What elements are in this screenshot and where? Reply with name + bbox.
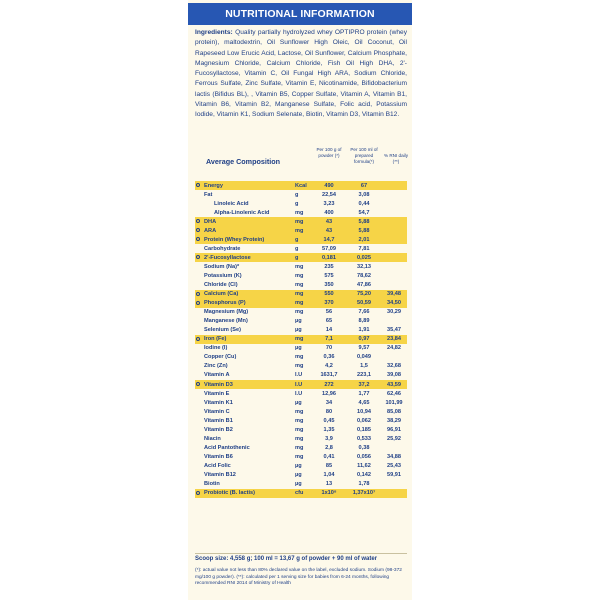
nutrient-unit: mg bbox=[295, 444, 304, 451]
table-row bbox=[195, 271, 407, 280]
nutrient-unit: mg bbox=[295, 426, 304, 433]
bullet-icon bbox=[196, 183, 200, 187]
col-header-rni: % RNI daily (**) bbox=[384, 153, 408, 164]
divider bbox=[195, 553, 407, 554]
nutrient-unit: cfu bbox=[295, 490, 304, 497]
nutrient-name: Copper (Cu) bbox=[204, 354, 237, 361]
value-per-100g: 0,36 bbox=[323, 354, 335, 361]
nutrient-name: Vitamin B12 bbox=[204, 472, 236, 478]
nutrient-unit: mg bbox=[295, 435, 304, 442]
nutrient-unit: g bbox=[295, 200, 299, 207]
value-per-100ml: 37,2 bbox=[358, 381, 370, 388]
table-row bbox=[195, 480, 407, 489]
table-row bbox=[195, 335, 407, 344]
nutrient-unit: µg bbox=[295, 327, 302, 334]
nutrient-unit: µg bbox=[295, 472, 302, 478]
value-per-100ml: 67 bbox=[360, 182, 368, 189]
value-per-100g: 12,96 bbox=[322, 390, 336, 397]
value-per-100ml: 0,533 bbox=[357, 435, 371, 442]
value-per-100g: 550 bbox=[324, 291, 334, 298]
table-row bbox=[195, 199, 407, 208]
table-row bbox=[195, 290, 407, 299]
bullet-icon bbox=[196, 382, 200, 386]
value-rni: 34,88 bbox=[387, 453, 401, 460]
value-per-100g: 3,9 bbox=[325, 435, 333, 442]
nutrient-unit: g bbox=[295, 191, 299, 198]
nutrient-name: Linoleic Acid bbox=[214, 200, 249, 207]
table-row bbox=[195, 344, 407, 353]
nutrient-name: Manganese (Mn) bbox=[204, 318, 248, 325]
value-per-100ml: 78,62 bbox=[357, 272, 371, 279]
bullet-icon bbox=[196, 237, 200, 241]
table-title: Average Composition bbox=[206, 157, 281, 166]
value-per-100ml: 11,62 bbox=[357, 462, 371, 469]
table-row bbox=[195, 281, 407, 290]
value-per-100ml: 0,38 bbox=[358, 444, 370, 451]
value-rni: 62,46 bbox=[387, 390, 401, 397]
bullet-icon bbox=[196, 337, 200, 341]
value-per-100g: 57,09 bbox=[322, 245, 336, 252]
value-per-100g: 3,23 bbox=[323, 200, 335, 207]
value-per-100g: 22,54 bbox=[322, 191, 336, 198]
value-per-100g: 85 bbox=[325, 462, 333, 469]
nutrient-unit: mg bbox=[295, 263, 304, 270]
value-per-100ml: 54,7 bbox=[358, 209, 370, 216]
nutrient-unit: Kcal bbox=[295, 182, 307, 189]
table-header bbox=[195, 145, 407, 181]
value-per-100g: 0,181 bbox=[322, 254, 336, 261]
table-row bbox=[195, 434, 407, 443]
value-rni: 30,29 bbox=[387, 309, 401, 316]
table-row bbox=[195, 190, 407, 199]
value-per-100g: 4,2 bbox=[325, 363, 333, 370]
nutrient-name: Biotin bbox=[204, 481, 220, 488]
table-row bbox=[195, 299, 407, 308]
value-per-100ml: 1,91 bbox=[358, 327, 370, 334]
nutrient-name: Selenium (Se) bbox=[204, 327, 241, 334]
value-rni: 85,08 bbox=[387, 408, 401, 415]
value-per-100ml: 50,59 bbox=[357, 300, 371, 307]
value-per-100g: 13 bbox=[325, 481, 333, 488]
value-per-100g: 575 bbox=[324, 272, 334, 279]
table-body bbox=[195, 181, 407, 498]
value-per-100ml: 1,37x10⁷ bbox=[352, 490, 376, 497]
value-per-100g: 400 bbox=[324, 209, 334, 216]
nutrient-unit: g bbox=[295, 254, 299, 261]
value-per-100ml: 1,5 bbox=[360, 363, 368, 370]
table-row bbox=[195, 461, 407, 470]
value-rni: 39,48 bbox=[387, 291, 401, 298]
value-per-100g: 14,7 bbox=[323, 236, 335, 243]
value-per-100g: 56 bbox=[325, 309, 333, 316]
nutrient-unit: mg bbox=[295, 354, 304, 361]
nutrient-unit: mg bbox=[295, 453, 304, 460]
nutrient-name: Fat bbox=[204, 191, 213, 198]
composition-table bbox=[195, 145, 408, 497]
nutrient-unit: mg bbox=[295, 291, 304, 298]
nutrient-unit: mg bbox=[295, 309, 304, 316]
col-header-per-100ml: Per 100 ml of prepared formula(*) bbox=[350, 147, 378, 164]
value-per-100ml: 0,056 bbox=[357, 453, 371, 460]
value-per-100ml: 47,86 bbox=[357, 282, 371, 289]
value-rni: 39,08 bbox=[387, 372, 401, 379]
value-per-100ml: 0,185 bbox=[357, 426, 371, 433]
nutrient-unit: mg bbox=[295, 408, 304, 415]
value-per-100g: 43 bbox=[325, 227, 333, 234]
nutrient-name: Protein (Whey Protein) bbox=[204, 236, 265, 243]
value-per-100g: 2,8 bbox=[325, 444, 333, 451]
table-row bbox=[195, 262, 407, 271]
table-row bbox=[195, 226, 407, 235]
nutrient-unit: mg bbox=[295, 282, 304, 289]
value-per-100g: 43 bbox=[325, 218, 333, 225]
nutrient-name: Vitamin D3 bbox=[204, 381, 233, 388]
nutrient-unit: mg bbox=[295, 227, 304, 234]
nutrition-panel bbox=[188, 0, 412, 600]
nutrient-name: 2'-Fucosyllactose bbox=[204, 254, 251, 261]
table-row bbox=[195, 425, 407, 434]
nutrient-unit: mg bbox=[295, 363, 304, 370]
nutrient-unit: mg bbox=[295, 218, 304, 225]
nutrient-name: Vitamin C bbox=[204, 408, 230, 415]
nutrient-name: Sodium (Na)* bbox=[204, 263, 240, 270]
ingredients-text bbox=[195, 28, 407, 121]
nutrient-name: DHA bbox=[204, 218, 217, 225]
table-row bbox=[195, 471, 407, 480]
value-per-100ml: 8,89 bbox=[358, 318, 370, 325]
table-row bbox=[195, 443, 407, 452]
value-per-100ml: 0,97 bbox=[358, 336, 370, 343]
bullet-icon bbox=[196, 491, 200, 495]
table-row bbox=[195, 181, 407, 190]
bullet-icon bbox=[196, 219, 200, 223]
nutrient-name: Acid Pantothenic bbox=[204, 444, 250, 451]
table-row bbox=[195, 380, 407, 389]
table-row bbox=[195, 452, 407, 461]
nutrient-unit: mg bbox=[295, 417, 304, 424]
value-per-100g: 272 bbox=[324, 381, 334, 388]
nutrient-unit: mg bbox=[295, 336, 304, 343]
value-per-100ml: 1,77 bbox=[358, 390, 370, 397]
value-rni: 24,82 bbox=[387, 345, 401, 352]
nutrient-unit: µg bbox=[295, 462, 302, 469]
nutrient-name: Niacin bbox=[204, 435, 221, 442]
value-per-100g: 70 bbox=[325, 345, 333, 352]
nutrient-name: Vitamin E bbox=[204, 390, 230, 397]
nutrient-unit: mg bbox=[295, 272, 304, 279]
value-per-100g: 1x10⁸ bbox=[321, 490, 337, 497]
nutrient-name: Energy bbox=[204, 182, 223, 189]
nutrient-name: Chloride (Cl) bbox=[204, 282, 238, 289]
nutrient-name: Vitamin B2 bbox=[204, 426, 233, 433]
table-row bbox=[195, 407, 407, 416]
nutrient-name: Vitamin B1 bbox=[204, 417, 233, 424]
value-per-100ml: 4,65 bbox=[358, 399, 370, 406]
table-row bbox=[195, 371, 407, 380]
value-per-100ml: 0,44 bbox=[358, 200, 370, 207]
value-per-100g: 1631,7 bbox=[320, 372, 338, 379]
table-row bbox=[195, 244, 407, 253]
nutrient-unit: µg bbox=[295, 318, 302, 325]
value-per-100g: 7,1 bbox=[325, 336, 333, 343]
nutrient-name: Carbohydrate bbox=[204, 245, 241, 252]
table-row bbox=[195, 217, 407, 226]
value-rni: 25,92 bbox=[387, 435, 401, 442]
value-per-100g: 490 bbox=[324, 182, 334, 189]
table-row bbox=[195, 253, 407, 262]
nutrient-unit: I.U bbox=[295, 381, 303, 388]
value-rni: 25,43 bbox=[387, 462, 401, 469]
value-rni: 59,91 bbox=[387, 472, 401, 478]
nutrient-name: Vitamin A bbox=[204, 372, 230, 379]
value-per-100ml: 0,049 bbox=[357, 354, 371, 361]
nutrient-name: Phosphorus (P) bbox=[204, 300, 246, 307]
value-per-100ml: 5,88 bbox=[358, 227, 370, 234]
nutrient-unit: µg bbox=[295, 481, 302, 488]
value-per-100g: 1,04 bbox=[323, 472, 335, 478]
value-per-100g: 80 bbox=[325, 408, 333, 415]
value-per-100g: 65 bbox=[325, 318, 333, 325]
value-per-100g: 1,35 bbox=[323, 426, 335, 433]
value-per-100g: 370 bbox=[324, 300, 334, 307]
panel-header: NUTRITIONAL INFORMATION bbox=[188, 3, 412, 25]
table-row bbox=[195, 416, 407, 425]
value-rni: 23,84 bbox=[387, 336, 401, 343]
value-rni: 34,50 bbox=[387, 300, 401, 307]
ingredients-list: Quality partially hydrolyzed whey OPTIPRO protein (whey protein), maltodextrin, Oil Sunflower High Oleic, Oil Coconut, Oil Rapeseed Low Erucic Acid, Lactose, Oil Sunflower, Calcium Phosphate, Magnesium Chloride, Calcium Chloride, Fish Oil High DHA, 2'-Fucosyllactose, Vitamin C, Oil Fungal High ARA, Sodium Chloride, Ferrous Sulfate, Zinc Sulfate, Vitamin E, Nicotinamide, Bifidobacterium lactis (Bifidus BL), , Vitamin B5, Copper Sulfate, Vitamin A, Vitamin B1, Vitamin B6, Vitamin B2, Manganese Sulfate, Folic acid, Potassium Iodide, Vitamin K1, Sodium Selenate, Biotin, Vitamin D3, Vitamin B12. bbox=[195, 29, 407, 119]
nutrient-unit: µg bbox=[295, 345, 302, 352]
value-rni: 101,99 bbox=[385, 399, 403, 406]
bullet-icon bbox=[196, 255, 200, 259]
nutrient-unit: I.U bbox=[295, 390, 303, 397]
nutrient-name: Vitamin B6 bbox=[204, 453, 233, 460]
value-per-100ml: 0,062 bbox=[357, 417, 371, 424]
value-rni: 32,68 bbox=[387, 363, 401, 370]
table-row bbox=[195, 308, 407, 317]
value-per-100ml: 32,13 bbox=[357, 263, 371, 270]
nutrient-name: ARA bbox=[204, 227, 217, 234]
nutrient-name: Iodine (I) bbox=[204, 345, 228, 352]
value-per-100ml: 3,08 bbox=[358, 191, 370, 198]
scoop-size: Scoop size: 4,558 g; 100 ml = 13,67 g of powder + 90 ml of water bbox=[195, 556, 378, 562]
value-per-100ml: 9,57 bbox=[358, 345, 370, 352]
value-per-100ml: 5,88 bbox=[358, 218, 370, 225]
nutrient-name: Calcium (Ca) bbox=[204, 291, 239, 298]
value-per-100ml: 0,142 bbox=[357, 472, 371, 478]
value-rni: 38,29 bbox=[387, 417, 401, 424]
table-row bbox=[195, 326, 407, 335]
footnote: (*): actual value not less than 80% declared value on the label, excluded sodium. Sodium (98-372 mg/100 g powder). (**): calculated per 1 serving size for babies from 6-24 months, following recommended RNI 2014 of Ministry of Health bbox=[195, 568, 402, 586]
value-per-100g: 14 bbox=[325, 327, 333, 334]
table-row bbox=[195, 389, 407, 398]
nutrient-name: Iron (Fe) bbox=[204, 336, 227, 343]
value-per-100ml: 2,01 bbox=[358, 236, 370, 243]
ingredients-label: Ingredients: bbox=[195, 29, 233, 36]
value-per-100g: 350 bbox=[324, 282, 334, 289]
nutrient-unit: µg bbox=[295, 399, 302, 406]
value-per-100ml: 0,025 bbox=[357, 254, 371, 261]
nutrient-name: Potassium (K) bbox=[204, 272, 242, 279]
table-row bbox=[195, 398, 407, 407]
nutrient-name: Alpha-Linolenic Acid bbox=[214, 209, 270, 216]
table-row bbox=[195, 208, 407, 217]
value-per-100g: 0,45 bbox=[323, 417, 335, 424]
bullet-icon bbox=[196, 292, 200, 296]
value-per-100ml: 75,20 bbox=[357, 291, 371, 298]
nutrient-unit: g bbox=[295, 236, 299, 243]
table-row bbox=[195, 362, 407, 371]
value-per-100ml: 223,1 bbox=[357, 372, 371, 379]
value-rni: 96,91 bbox=[387, 426, 401, 433]
nutrient-unit: I.U bbox=[295, 372, 303, 379]
bullet-icon bbox=[196, 301, 200, 305]
table-row bbox=[195, 235, 407, 244]
table-row bbox=[195, 489, 407, 498]
nutrient-unit: mg bbox=[295, 300, 304, 307]
nutrient-unit: g bbox=[295, 245, 299, 252]
value-per-100ml: 10,94 bbox=[357, 408, 371, 415]
table-row bbox=[195, 353, 407, 362]
nutrient-name: Zinc (Zn) bbox=[204, 363, 228, 370]
nutrient-name: Vitamin K1 bbox=[204, 399, 233, 406]
nutrient-name: Magnesium (Mg) bbox=[204, 309, 249, 316]
col-header-per-100g: Per 100 g of powder (*) bbox=[316, 147, 342, 158]
value-per-100ml: 7,81 bbox=[358, 245, 370, 252]
nutrient-unit: mg bbox=[295, 209, 304, 216]
bullet-icon bbox=[196, 228, 200, 232]
value-per-100ml: 1,78 bbox=[358, 481, 370, 488]
table-row bbox=[195, 317, 407, 326]
value-per-100g: 34 bbox=[325, 399, 333, 406]
value-rni: 43,59 bbox=[387, 381, 401, 388]
value-per-100g: 0,41 bbox=[323, 453, 335, 460]
nutrient-name: Acid Folic bbox=[204, 462, 231, 469]
value-per-100ml: 7,66 bbox=[358, 309, 370, 316]
nutrient-name: Probiotic (B. lactis) bbox=[204, 490, 255, 497]
value-rni: 35,47 bbox=[387, 327, 401, 334]
value-per-100g: 235 bbox=[324, 263, 334, 270]
